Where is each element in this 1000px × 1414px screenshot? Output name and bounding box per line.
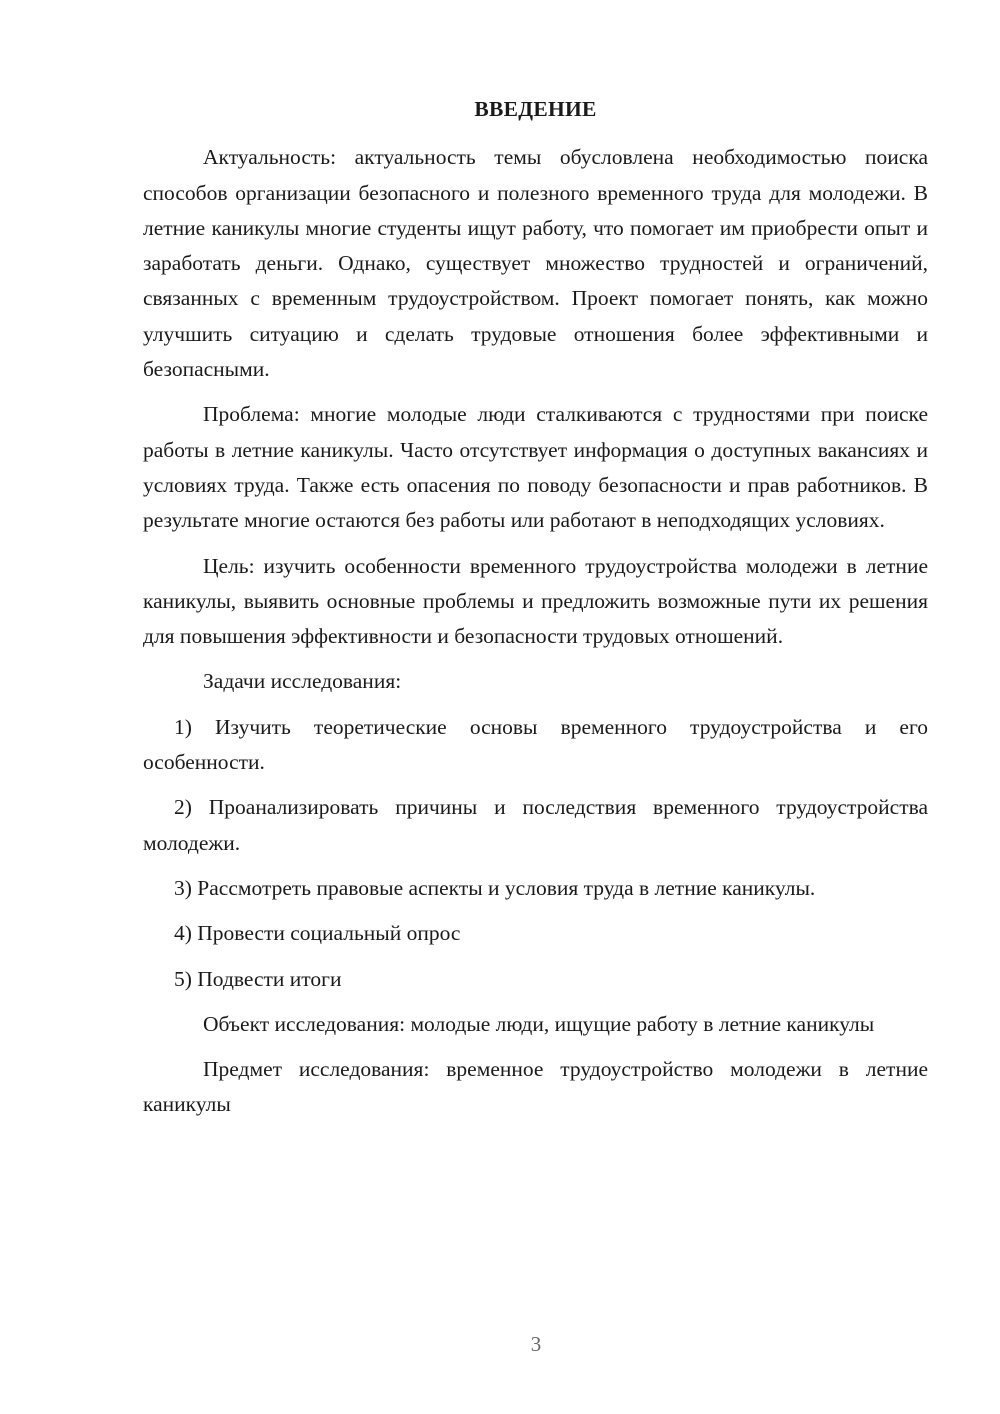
paragraph-relevance: Актуальность: актуальность темы обусловлена необходимостью поиска способов организации безопасного и полезного временного труда для молодежи. В летние каникулы многие студенты ищут работу, что помогает им приобрести опыт и заработать деньги. Однако, существует множество трудностей и ограничений, связанных с временным трудоустройством. Проект помогает понять, как можно улучшить ситуацию и сделать трудовые отношения более эффективными и безопасными. — [143, 145, 928, 382]
task-item-2: 2) Проанализировать причины и последствия временного трудоустройства молодежи. — [143, 795, 928, 855]
document-page — [143, 92, 928, 1133]
task-item-4: 4) Провести социальный опрос — [174, 921, 461, 946]
task-item-3: 3) Рассмотреть правовые аспекты и условия труда в летние каникулы. — [174, 875, 816, 900]
tasks-heading: Задачи исследования: — [203, 669, 402, 694]
page-number: 3 — [530, 1332, 542, 1356]
task-item-5: 5) Подвести итоги — [174, 966, 342, 991]
paragraph-goal: Цель: изучить особенности временного трудоустройства молодежи в летние каникулы, выявить основные проблемы и предложить возможные пути их решения для повышения эффективности и безопасности трудовых отношений. — [143, 553, 928, 649]
task-item-1: 1) Изучить теоретические основы временного трудоустройства и его особенности. — [143, 714, 928, 775]
page-title: ВВЕДЕНИЕ — [474, 97, 597, 121]
paragraph-object: Объект исследования: молодые люди, ищущие работу в летние каникулы — [203, 1011, 875, 1036]
paragraph-problem: Проблема: многие молодые люди сталкиваются с трудностями при поиске работы в летние каникулы. Часто отсутствует информация о доступных вакансиях и условиях труда. Также есть опасения по поводу безопасности и прав работников. В результате многие остаются без работы или работают в неподходящих условиях. — [143, 402, 928, 533]
paragraph-subject: Предмет исследования: временное трудоустройство молодежи в летние каникулы — [143, 1057, 928, 1117]
